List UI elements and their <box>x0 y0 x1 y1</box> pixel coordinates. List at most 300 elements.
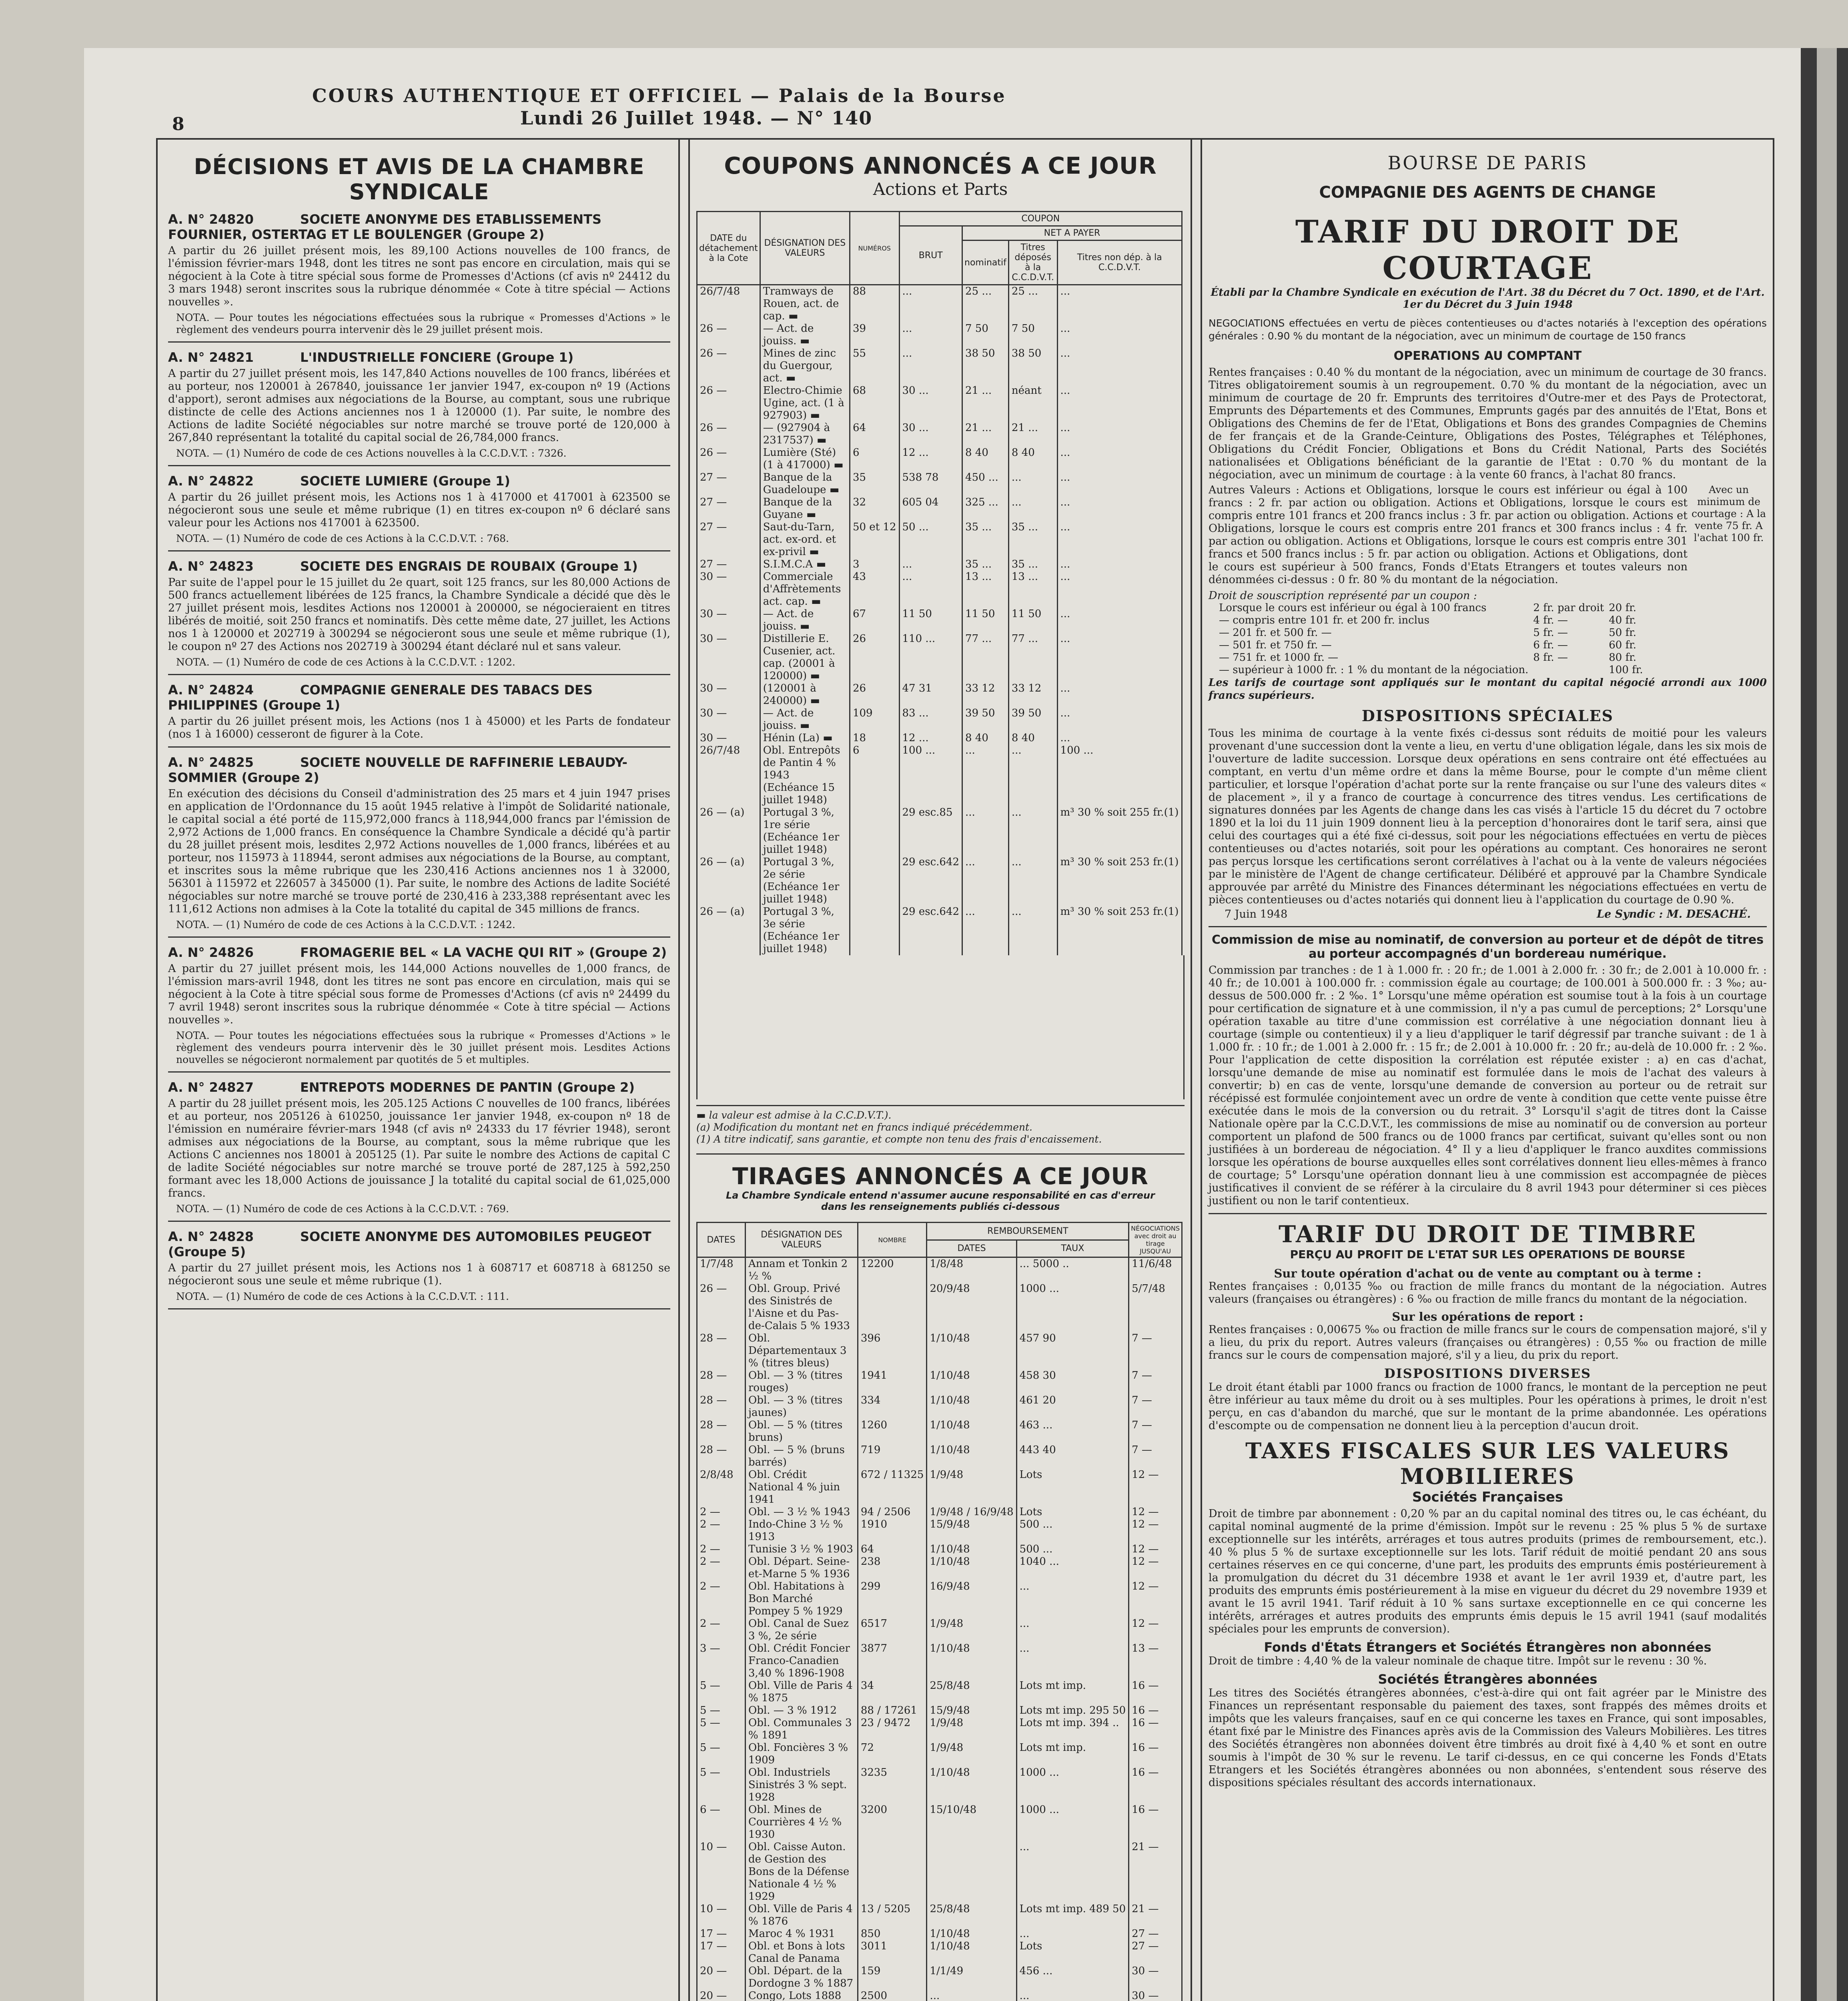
col-deposes: Titres déposés à la C.C.D.V.T. <box>1008 241 1057 285</box>
coupon-cell: 33 12 <box>962 682 1009 707</box>
bourse-title: BOURSE DE PARIS <box>1387 152 1588 174</box>
tirage-row <box>697 1543 1182 1556</box>
col-net: NET A PAYER <box>962 226 1182 241</box>
tirage-cell: 1000 ... <box>1016 1766 1128 1804</box>
souscription-title: Droit de souscription représenté par un coupon : <box>1209 589 1477 602</box>
souscription-cell: Lorsque le cours est inférieur ou égal à 100 francs <box>1219 602 1487 614</box>
tirage-cell: 12 — <box>1129 1469 1182 1506</box>
masthead-title: COURS AUTHENTIQUE ET OFFICIEL — Palais de la Bourse <box>312 85 1006 106</box>
tirage-cell: Obl. Caisse Auton. de Gestion des Bons de la Défense Nationale 4 ½ % 1929 <box>746 1841 858 1903</box>
tirage-cell: Obl. Départ. Seine-et-Marne 5 % 1936 <box>746 1556 858 1580</box>
tirage-cell: 28 — <box>697 1444 746 1469</box>
tirage-cell: 463 ... <box>1016 1419 1128 1444</box>
decision-company: SOCIETE DES ENGRAIS DE ROUBAIX (Groupe 1) <box>300 559 638 574</box>
tirage-row <box>697 1469 1182 1506</box>
decision-note: NOTA. — Pour toutes les négociations effectuées sous la rubrique « Promesses d'Actions » le règlement des vendeurs pourra intervenir dès le 30 juillet présent mois. Lesdites Actions nouvelles se négocieront normalement par quotités de 5 et multiples. <box>176 1030 670 1065</box>
decision-number: A. N° 24822 <box>168 473 254 489</box>
souscription-cell: 20 fr. <box>1609 602 1637 614</box>
coupon-row <box>697 285 1182 323</box>
autres-valeurs-minimum: Avec un minimum de courtage : A la vente 75 fr. A l'achat 100 fr. <box>1691 484 1766 543</box>
tirage-cell: 5 — <box>697 1766 746 1804</box>
coupon-cell: 26 <box>850 682 899 707</box>
col-remboursement: REMBOURSEMENT <box>927 1223 1129 1240</box>
souscription-cell: 5 fr. — <box>1533 627 1568 639</box>
tirage-cell: Lots <box>1016 1469 1128 1506</box>
decision-body: A partir du 27 juillet présent mois, les 147,840 Actions nouvelles de 100 francs, libérées et au porteur, nos 120001 à 267840, jouissance 1er janvier 1947, ex-coupon nº 19 (Actions d'apport), seront admises aux négociations de la Bourse, au comptant, sous une rubrique distincte de celle des Actions anciennes nos 1 à 120000 (1). Par suite, le nombre des Actions de ladite Société négociables sur notre marché se trouve porté de 120,000 à 267,840 représentant la totalité du capital social de 26,784,000 francs. <box>168 367 670 444</box>
tirage-cell: 1040 ... <box>1016 1556 1128 1580</box>
rule-left <box>156 138 158 2001</box>
coupon-cell: — (927904 à 2317537) ▬ <box>760 422 850 447</box>
coupon-cell: 32 <box>850 496 899 521</box>
coupon-cell: 13 ... <box>962 571 1009 608</box>
tirage-cell: 15/9/48 <box>927 1518 1016 1543</box>
tirage-cell: 12 — <box>1129 1506 1182 1518</box>
tirage-cell: 72 <box>858 1742 927 1766</box>
tirage-cell: 1000 ... <box>1016 1283 1128 1332</box>
col-numeros: NUMÉROS <box>850 212 899 285</box>
tirage-cell: 461 20 <box>1016 1394 1128 1419</box>
tirage-cell: 12 — <box>1129 1543 1182 1556</box>
tirage-cell: 15/9/48 <box>927 1704 1016 1717</box>
decision-note: NOTA. — (1) Numéro de code de ces Actions à la C.C.D.V.T. : 769. <box>176 1203 509 1215</box>
decision-entry <box>168 1229 670 1309</box>
coupon-cell: 25 ... <box>962 285 1009 323</box>
decision-entry <box>168 755 670 938</box>
coupon-cell: 26 — <box>697 422 760 447</box>
tirage-cell: Obl. Ville de Paris 4 % 1875 <box>746 1680 858 1704</box>
decision-company: SOCIETE NOUVELLE DE RAFFINERIE LEBAUDY-SOMMIER (Groupe 2) <box>168 755 627 785</box>
decision-header <box>168 350 670 365</box>
tirage-cell: 672 / 11325 <box>858 1469 927 1506</box>
col-nego: NÉGOCIATIONS avec droit au tirage JUSQU'AU <box>1129 1223 1182 1257</box>
coupon-row <box>697 521 1182 558</box>
coupon-cell: ... <box>1008 856 1057 906</box>
decision-company: SOCIETE LUMIERE (Groupe 1) <box>300 473 510 489</box>
tirage-cell: 7 — <box>1129 1444 1182 1469</box>
coupon-cell: 26 — <box>697 323 760 347</box>
decision-number: A. N° 24821 <box>168 350 254 365</box>
coupon-cell: 25 ... <box>1008 285 1057 323</box>
tirage-cell: ... <box>1016 1642 1128 1680</box>
tirage-cell: 28 — <box>697 1332 746 1369</box>
coupon-cell: 38 50 <box>962 347 1009 385</box>
tirage-cell: Lots <box>1016 1506 1128 1518</box>
decision-body: A partir du 26 juillet présent mois, les 89,100 Actions nouvelles de 100 francs, de l'émission février-mars 1948, dont les titres ne sont pas encore en circulation, mais qui se négocient à la Cote à titre spécial sous forme de Promesses d'Actions (cf avis nº 24412 du 3 mars 1948) seront inscrites sous la rubrique dénommée « Cote à titre spécial — Actions nouvelles ». <box>168 245 670 308</box>
timbre-subtitle: PERÇU AU PROFIT DE L'ETAT SUR LES OPERATIONS DE BOURSE <box>1290 1248 1686 1261</box>
coupon-cell: ... <box>1008 744 1057 806</box>
souscription-row <box>1217 639 1646 652</box>
coupons-rows <box>697 285 1182 956</box>
coupon-cell: ... <box>1057 521 1182 558</box>
signature-line <box>1225 908 1751 920</box>
tirage-cell: 21 — <box>1129 1903 1182 1928</box>
decision-number: A. N° 24823 <box>168 559 254 574</box>
decision-header <box>168 1080 670 1095</box>
tirage-cell: 23 / 9472 <box>858 1717 927 1742</box>
tirage-cell: 20 — <box>697 1990 746 2001</box>
decision-header <box>168 559 670 574</box>
coupon-cell: 26 — (a) <box>697 806 760 856</box>
coupon-cell: Mines de zinc du Guergour, act. ▬ <box>760 347 850 385</box>
tirage-row <box>697 1680 1182 1704</box>
tirage-cell: 12 — <box>1129 1518 1182 1543</box>
decision-company: SOCIETE ANONYME DES ETABLISSEMENTS FOURNIER, OSTERTAG ET LE BOULENGER (Groupe 2) <box>168 212 602 242</box>
tirage-cell: 64 <box>858 1543 927 1556</box>
rule-right <box>1773 138 1774 2001</box>
souscription-row <box>1217 664 1646 676</box>
tirage-cell: Obl. Ville de Paris 4 % 1876 <box>746 1903 858 1928</box>
tarif-column <box>1209 152 1767 2001</box>
coupons-title: COUPONS ANNONCÉS A CE JOUR <box>724 152 1157 179</box>
coupon-cell: Portugal 3 %, 3e série (Echéance 1er juillet 1948) <box>760 906 850 955</box>
col-dates: DATES <box>697 1223 746 1257</box>
coupon-cell: 50 et 12 <box>850 521 899 558</box>
souscription-cell: 2 fr. par droit <box>1533 602 1604 614</box>
coupon-cell: Obl. Entrepôts de Pantin 4 % 1943 (Echéance 15 juillet 1948) <box>760 744 850 806</box>
dispositions-text: Tous les minima de courtage à la vente fixés ci-dessus sont réduits de moitié pour les valeurs provenant d'une succession dont la vente a lieu, en vertu d'une obligation légale, dans les six mois de l'ouverture de ladite succession. Lorsque deux opérations en sens contraire ont été effectuées au comptant, en vertu d'un même ordre et dans la même Bourse, pour le compte d'un même client particulier, et lorsque l'opération d'achat porte sur la rente française ou sur l'une des valeurs dites « de placement », il y a franco de courtage à concurrence des titres vendus. Les certifications de signatures données par les Agents de change dans les cas visés à l'article 15 du décret du 7 octobre 1890 et la loi du 11 juin 1909 donnent lieu à la perception d'honoraires dont le tarif sera, ainsi que celui des courtages qui a été fixé ci-dessus, soit pour les négociations effectuées en vertu de pièces contentieuses ou d'actes notariés, soit pour les opérations au comptant. Ces honoraires ne seront pas perçus lorsque les certifications seront corrélatives à l'achat ou à la vente de valeurs négociées par le ministère de l'Agent de change certificateur. Délibéré et approuvé par la Chambre Syndicale approuvée par arrêté du Ministre des Finances déterminant les négociations effectuées en vertu de pièces contentieuses ou d'actes notariés qui donnent lieu à l'application du courtage de 0.90 %. <box>1209 727 1767 906</box>
coupon-cell: ... <box>1057 608 1182 633</box>
tirage-cell: 1/9/48 <box>927 1469 1016 1506</box>
coupon-row <box>697 906 1182 955</box>
decision-number: A. N° 24824 <box>168 682 254 698</box>
coupon-cell: 30 — <box>697 732 760 744</box>
tirage-cell: 3877 <box>858 1642 927 1680</box>
tirage-row <box>697 1990 1182 2001</box>
decision-entry <box>168 473 670 551</box>
tirage-cell: ... <box>1016 1928 1128 1940</box>
tirage-cell: Obl. Canal de Suez 3 %, 2e série <box>746 1618 858 1642</box>
coupon-cell: 39 50 <box>962 707 1009 732</box>
decision-note: NOTA. — (1) Numéro de code de ces Actions nouvelles à la C.C.D.V.T. : 7326. <box>176 447 567 459</box>
tirage-cell: 16 — <box>1129 1766 1182 1804</box>
souscription-cell: — 751 fr. et 1000 fr. — <box>1219 652 1339 664</box>
decision-body: En exécution des décisions du Conseil d'administration des 25 mars et 4 juin 1947 prises en application de l'Ordonnance du 15 août 1945 relative à l'impôt de Solidarité nationale, le capital social a été porté de 115,972,000 francs à 118,944,000 francs par l'émission de 2,972 Actions de 1,000 francs. En conséquence la Chambre Syndicale a décidé qu'à partir du 28 juillet présent mois, lesdites 2,972 Actions nouvelles de 1,000 francs, libérées et au porteur, nos 115973 à 118944, seront admises aux négociations de la Bourse, au comptant, et inscrites sous la même rubrique que les 230,416 Actions anciennes nos 1 à 32000, 56301 à 115972 et 226057 à 345000 (1). Par suite, le nombre des Actions de ladite Société négociables sur notre marché se trouve porté de 230,416 à 233,388 représentant avec les 111,612 Actions non admises à la Cote la totalité du capital de 345 millions de francs. <box>168 788 670 915</box>
decision-entry <box>168 350 670 466</box>
coupon-cell: ... <box>1057 447 1182 471</box>
tirage-cell: 1/9/48 <box>927 1618 1016 1642</box>
autres-valeurs <box>1209 484 1767 586</box>
coupon-cell: 33 12 <box>1008 682 1057 707</box>
tirage-cell: 6517 <box>858 1618 927 1642</box>
decision-number: A. N° 24825 <box>168 755 254 770</box>
coupon-cell: 7 50 <box>1008 323 1057 347</box>
coupon-cell: 12 ... <box>899 732 962 744</box>
tirage-cell: 238 <box>858 1556 927 1580</box>
coupon-cell: 30 — <box>697 707 760 732</box>
tirage-cell: 2 — <box>697 1506 746 1518</box>
coupon-row <box>697 732 1182 744</box>
souscription-cell: — compris entre 101 fr. et 200 fr. inclus <box>1219 614 1430 626</box>
decisions-list <box>168 212 670 1309</box>
coupon-cell: 30 — <box>697 633 760 682</box>
coupon-row <box>697 385 1182 422</box>
tirage-cell: 12200 <box>858 1257 927 1283</box>
operations-title: OPERATIONS AU COMPTANT <box>1393 349 1582 363</box>
timbre-h2: Sur les opérations de report : <box>1392 1310 1583 1323</box>
tirage-cell: Lots mt imp. 489 50 <box>1016 1903 1128 1928</box>
coupon-row <box>697 856 1182 906</box>
tirage-cell: 456 ... <box>1016 1965 1128 1990</box>
masthead-date: Lundi 26 Juillet 1948. — N° 140 <box>520 107 873 129</box>
tirage-cell: 12 — <box>1129 1580 1182 1618</box>
tirage-cell: 28 — <box>697 1394 746 1419</box>
coupon-cell: 29 esc.85 <box>899 806 962 856</box>
coupon-cell: 26 <box>850 633 899 682</box>
tirage-row <box>697 1717 1182 1742</box>
tirage-cell: 7 — <box>1129 1394 1182 1419</box>
tirage-row <box>697 1766 1182 1804</box>
coupon-cell: 35 ... <box>1008 558 1057 571</box>
decision-company: L'INDUSTRIELLE FONCIERE (Groupe 1) <box>300 350 574 365</box>
tirage-row <box>697 1940 1182 1965</box>
coupon-cell: 100 ... <box>899 744 962 806</box>
coupon-cell: 12 ... <box>899 447 962 471</box>
rule-col2 <box>1191 138 1192 2001</box>
commission-title: Commission de mise au nominatif, de conversion au porteur et de dépôt de titres au porteur accompagnés d'un bordereau numérique. <box>1211 933 1764 961</box>
coupon-cell: 50 ... <box>899 521 962 558</box>
tirage-cell: Annam et Tonkin 2 ½ % <box>746 1257 858 1283</box>
decision-number: A. N° 24826 <box>168 945 254 960</box>
coupon-row <box>697 347 1182 385</box>
timbre-t1: Rentes françaises : 0,0135 ‰ ou fraction de mille francs du montant de la négociation. Autres valeurs (françaises ou étrangères) : 6 ‰ ou fraction de mille francs du montant de la négociation. <box>1209 1280 1767 1305</box>
coupon-cell: 27 — <box>697 496 760 521</box>
coupon-row <box>697 323 1182 347</box>
tirage-cell: 1000 ... <box>1016 1804 1128 1841</box>
col-designation: DÉSIGNATION DES VALEURS <box>760 212 850 285</box>
dispositions-date: 7 Juin 1948 <box>1225 908 1288 920</box>
coupon-cell: 68 <box>850 385 899 422</box>
coupon-cell: 21 ... <box>1008 422 1057 447</box>
tirage-row <box>697 1518 1182 1543</box>
page-edge-next <box>1817 48 1837 2001</box>
souscription-cell: 6 fr. — <box>1533 639 1568 651</box>
tirage-cell: Lots mt imp. 394 .. <box>1016 1717 1128 1742</box>
taxes-title: TAXES FISCALES SUR LES VALEURS MOBILIERES <box>1245 1438 1730 1489</box>
souscription-cell: 8 fr. — <box>1533 652 1568 664</box>
col-rdates: DATES <box>927 1240 1016 1257</box>
tirage-cell: 27 — <box>1129 1928 1182 1940</box>
tirage-cell: Obl. — 3 % (titres rouges) <box>746 1369 858 1394</box>
col-nondep: Titres non dép. à la C.C.D.V.T. <box>1057 241 1182 285</box>
coupon-cell: 88 <box>850 285 899 323</box>
tirage-cell: Obl. Foncières 3 % 1909 <box>746 1742 858 1766</box>
coupon-row <box>697 633 1182 682</box>
coupon-cell: ... <box>1057 385 1182 422</box>
fonds-text: Droit de timbre : 4,40 % de la valeur nominale de chaque titre. Impôt sur le revenu : 30 %. <box>1209 1655 1707 1667</box>
diverses-title: DISPOSITIONS DIVERSES <box>1384 1366 1591 1381</box>
tirage-cell: 7 — <box>1129 1369 1182 1394</box>
tirage-row <box>697 1257 1182 1283</box>
coupon-cell: 8 40 <box>962 447 1009 471</box>
tirage-row <box>697 1369 1182 1394</box>
tirage-cell: Obl. Mines de Courrières 4 ½ % 1930 <box>746 1804 858 1841</box>
operations-text: Rentes françaises : 0.40 % du montant de la négociation, avec un minimum de courtage de 30 francs. Titres obligatoirement soumis à un regroupement. 0.70 % du montant de la négociation, avec un minimum de courtage de 20 fr. Emprunts des territoires d'Outre-mer et des Pays de Protectorat, Emprunts des Départements et des Communes, Emprunts gagés par des annuités de l'Etat, Bons et Obligations des Chemins de fer de l'Etat, Obligations et Bons des grandes Compagnies de Chemins de fer français et de la Grande-Ceinture, Obligations des Postes, Télégraphes et Téléphones, Obligations du Crédit Foncier, Obligations et Bons du Crédit National, Parts des Sociétés nationalisées et Obligations bénéficiant de la garantie de l'Etat : 0.70 % du montant de la négociation, avec un minimum de courtage : à la vente 60 francs, à l'achat 80 francs. <box>1209 366 1767 481</box>
tirage-row <box>697 1618 1182 1642</box>
coupon-cell: 8 40 <box>1008 447 1057 471</box>
decision-entry <box>168 559 670 675</box>
tirage-cell: 16 — <box>1129 1742 1182 1766</box>
tirage-row <box>697 1580 1182 1618</box>
coupon-cell: 35 ... <box>962 521 1009 558</box>
tirage-cell: 5 — <box>697 1680 746 1704</box>
coupon-cell: 26 — <box>697 447 760 471</box>
coupon-cell: 18 <box>850 732 899 744</box>
tirage-cell: 3 — <box>697 1642 746 1680</box>
tirage-cell: 1/9/48 <box>927 1717 1016 1742</box>
coupon-footnote: (a) Modification du montant net en francs indiqué précédemment. <box>696 1121 1032 1133</box>
tirage-cell: 20 — <box>697 1965 746 1990</box>
tirage-cell: 2 — <box>697 1543 746 1556</box>
coupon-cell: 30 — <box>697 608 760 633</box>
tirage-cell: 1/10/48 <box>927 1928 1016 1940</box>
coupons-table <box>696 211 1183 955</box>
coupon-cell: ... <box>1057 571 1182 608</box>
coupon-cell: 30 — <box>697 682 760 707</box>
coupon-cell <box>850 806 899 856</box>
tirage-cell: ... 5000 .. <box>1016 1257 1128 1283</box>
tirage-cell: 1/10/48 <box>927 1940 1016 1965</box>
coupon-cell: ... <box>962 806 1009 856</box>
coupon-cell: ... <box>1057 471 1182 496</box>
tirage-cell: 2 — <box>697 1580 746 1618</box>
coupon-cell: Tramways de Rouen, act. de cap. ▬ <box>760 285 850 323</box>
decision-company: COMPAGNIE GENERALE DES TABACS DES PHILIPPINES (Groupe 1) <box>168 682 593 713</box>
tirage-cell: Tunisie 3 ½ % 1903 <box>746 1543 858 1556</box>
tirage-cell: 396 <box>858 1332 927 1369</box>
decision-body: A partir du 26 juillet présent mois, les Actions (nos 1 à 45000) et les Parts de fondateur (nos 1 à 16000) cesseront de figurer à la Cote. <box>168 715 670 740</box>
tirage-cell: 25/8/48 <box>927 1903 1016 1928</box>
tirage-cell: 12 — <box>1129 1618 1182 1642</box>
coupon-row <box>697 496 1182 521</box>
decision-header <box>168 473 670 489</box>
tirage-cell: 2/8/48 <box>697 1469 746 1506</box>
tirage-cell: 2 — <box>697 1618 746 1642</box>
decision-entry <box>168 1080 670 1222</box>
tirage-cell: 30 — <box>1129 1990 1182 2001</box>
tirage-cell: Obl. et Bons à lots Canal de Panama <box>746 1940 858 1965</box>
tirage-cell <box>858 1841 927 1903</box>
taxes-text: Droit de timbre par abonnement : 0,20 % par an du capital nominal des titres ou, le cas échéant, du capital nominal augmenté de la prime d'émission. Impôt sur le revenu : 25 % plus 5 % de surtaxe exceptionnelle sur les intérêts, arrérages et tous autres produits (primes de remboursement, etc.). 40 % plus 5 % de surtaxe exceptionnelle sur les lots. Tarif réduit de moitié pendant 20 ans sous certaines réserves en ce qui concerne, d'une part, les produits des emprunts émis postérieurement à la promulgation du décret du 31 décembre 1938 et avant le 1er avril 1939 et, d'autre part, les produits des emprunts émis postérieurement à la mise en vigueur du décret du 29 novembre 1939 et avant le 15 avril 1941. Tarif réduit à 10 % sans surtaxe exceptionnelle en ce qui concerne les intérêts, arrérages et autres produits des emprunts émis depuis le 15 avril 1941 (sauf modalités spéciales pour les emprunts de conversion). <box>1209 1508 1767 1635</box>
tirage-cell <box>927 1841 1016 1903</box>
tirage-cell: 1/10/48 <box>927 1394 1016 1419</box>
coupon-cell: 30 — <box>697 571 760 608</box>
decision-separator <box>168 341 670 343</box>
col-nombre: NOMBRE <box>858 1223 927 1257</box>
tirage-cell: 16 — <box>1129 1804 1182 1841</box>
souscription-cell: — 501 fr. et 750 fr. — <box>1219 639 1332 651</box>
timbre-title: TARIF DU DROIT DE TIMBRE <box>1279 1221 1697 1248</box>
coupon-cell: 64 <box>850 422 899 447</box>
coupon-cell: 6 <box>850 744 899 806</box>
coupon-cell: 538 78 <box>899 471 962 496</box>
coupon-cell: ... <box>1008 496 1057 521</box>
tirage-cell: 1/10/48 <box>927 1543 1016 1556</box>
coupon-cell: Commerciale d'Affrètements act. cap. ▬ <box>760 571 850 608</box>
tirage-cell: Obl. Group. Privé des Sinistrés de l'Aisne et du Pas-de-Calais 5 % 1933 <box>746 1283 858 1332</box>
fonds-title: Fonds d'États Étrangers et Sociétés Étrangères non abonnées <box>1264 1640 1712 1655</box>
top-rule <box>156 138 1773 140</box>
tirage-cell: 16/9/48 <box>927 1580 1016 1618</box>
coupon-cell: ... <box>1057 558 1182 571</box>
tirage-cell: 25/8/48 <box>927 1680 1016 1704</box>
tirage-cell: Congo, Lots 1888 <box>746 1990 858 2001</box>
decision-separator <box>168 746 670 748</box>
tirage-row <box>697 1642 1182 1680</box>
tirage-cell: 34 <box>858 1680 927 1704</box>
decision-body: A partir du 27 juillet présent mois, les Actions nos 1 à 608717 et 608718 à 681250 se négocieront sous une seule et même rubrique (1). <box>168 1262 670 1287</box>
tirage-cell: 5/7/48 <box>1129 1283 1182 1332</box>
tirage-cell: 28 — <box>697 1369 746 1394</box>
coupon-cell: ... <box>1057 682 1182 707</box>
tirage-cell: 2 — <box>697 1518 746 1543</box>
tirage-cell: 13 / 5205 <box>858 1903 927 1928</box>
rule-col2b <box>1201 138 1202 2001</box>
coupon-cell: (120001 à 240000) ▬ <box>760 682 850 707</box>
decision-separator <box>168 1071 670 1073</box>
coupon-cell: 21 ... <box>962 422 1009 447</box>
tirage-cell: Obl. — 5 % (titres bruns) <box>746 1419 858 1444</box>
timbre-h1: Sur toute opération d'achat ou de vente au comptant ou à terme : <box>1274 1267 1702 1280</box>
decision-header <box>168 755 670 785</box>
tirage-row <box>697 1444 1182 1469</box>
tirage-row <box>697 1742 1182 1766</box>
coupon-cell: 27 — <box>697 471 760 496</box>
tirage-cell: 16 — <box>1129 1704 1182 1717</box>
courtage-contentieux: NEGOCIATIONS effectuées en vertu de pièces contentieuses ou d'actes notariés à l'exception des opérations générales : 0.90 % du montant de la négociation, avec un minimum de courtage de 150 francs <box>1209 317 1767 342</box>
coupon-cell: Banque de la Guadeloupe ▬ <box>760 471 850 496</box>
coupon-cell: 30 ... <box>899 422 962 447</box>
tirage-cell: 159 <box>858 1965 927 1990</box>
tirage-cell: ... <box>1016 1580 1128 1618</box>
coupon-cell: 30 ... <box>899 385 962 422</box>
tirage-cell: Obl. Crédit Foncier Franco-Canadien 3,40 % 1896-1908 <box>746 1642 858 1680</box>
tirage-cell: 30 — <box>1129 1965 1182 1990</box>
coupon-cell: 47 31 <box>899 682 962 707</box>
decision-entry <box>168 212 670 343</box>
coupon-cell: 3 <box>850 558 899 571</box>
tirage-cell: 2 — <box>697 1556 746 1580</box>
courtage-title: TARIF DU DROIT DE COURTAGE <box>1295 214 1680 287</box>
coupon-cell: Portugal 3 %, 2e série (Echéance 1er juillet 1948) <box>760 856 850 906</box>
tirage-cell: 10 — <box>697 1903 746 1928</box>
col-brut: BRUT <box>899 226 962 285</box>
rule-col1 <box>678 138 680 2001</box>
coupon-cell: 26/7/48 <box>697 744 760 806</box>
tirage-cell: Obl. Industriels Sinistrés 3 % sept. 1928 <box>746 1766 858 1804</box>
coupon-cell: 26 — (a) <box>697 856 760 906</box>
coupon-cell: ... <box>1057 323 1182 347</box>
decision-entry <box>168 682 670 748</box>
coupon-cell: ... <box>962 906 1009 955</box>
decision-note: NOTA. — Pour toutes les négociations effectuées sous la rubrique « Promesses d'Actions » le règlement des vendeurs pourra intervenir dès le 29 juillet présent mois. <box>176 312 670 335</box>
compagnie-title: COMPAGNIE DES AGENTS DE CHANGE <box>1319 183 1656 202</box>
coupon-cell: 29 esc.642 <box>899 906 962 955</box>
coupon-cell: 38 50 <box>1008 347 1057 385</box>
coupon-cell: 29 esc.642 <box>899 856 962 906</box>
decision-body: Par suite de l'appel pour le 15 juillet du 2e quart, soit 125 francs, sur les 80,000 Actions de 500 francs actuellement libérées de 125 francs, la Chambre Syndicale a décidé que dès le 27 juillet présent mois, lesdites Actions nos 120001 à 200000, se négocieraient en titres libérés de moitié, soit 250 francs et nominatifs. Dès cette même date, 27 juillet, les Actions nos 1 à 120000 et 202719 à 300294 se négocieront sous une seule et même rubrique (1), le coupon nº 27 des Actions nos 202719 à 300294 étant déclaré nul et sans valeur. <box>168 576 670 653</box>
tirages-table <box>696 1222 1183 2001</box>
tirage-cell: Obl. Communales 3 % 1891 <box>746 1717 858 1742</box>
coupon-cell: — Act. de jouiss. ▬ <box>760 707 850 732</box>
tirage-row <box>697 1332 1182 1369</box>
tirage-row <box>697 1704 1182 1717</box>
tirage-cell: 1/8/48 <box>927 1257 1016 1283</box>
coupon-cell: ... <box>1057 285 1182 323</box>
tirage-row <box>697 1283 1182 1332</box>
coupon-cell: ... <box>899 285 962 323</box>
decision-number: A. N° 24820 <box>168 212 254 227</box>
page-number: 8 <box>172 114 184 134</box>
